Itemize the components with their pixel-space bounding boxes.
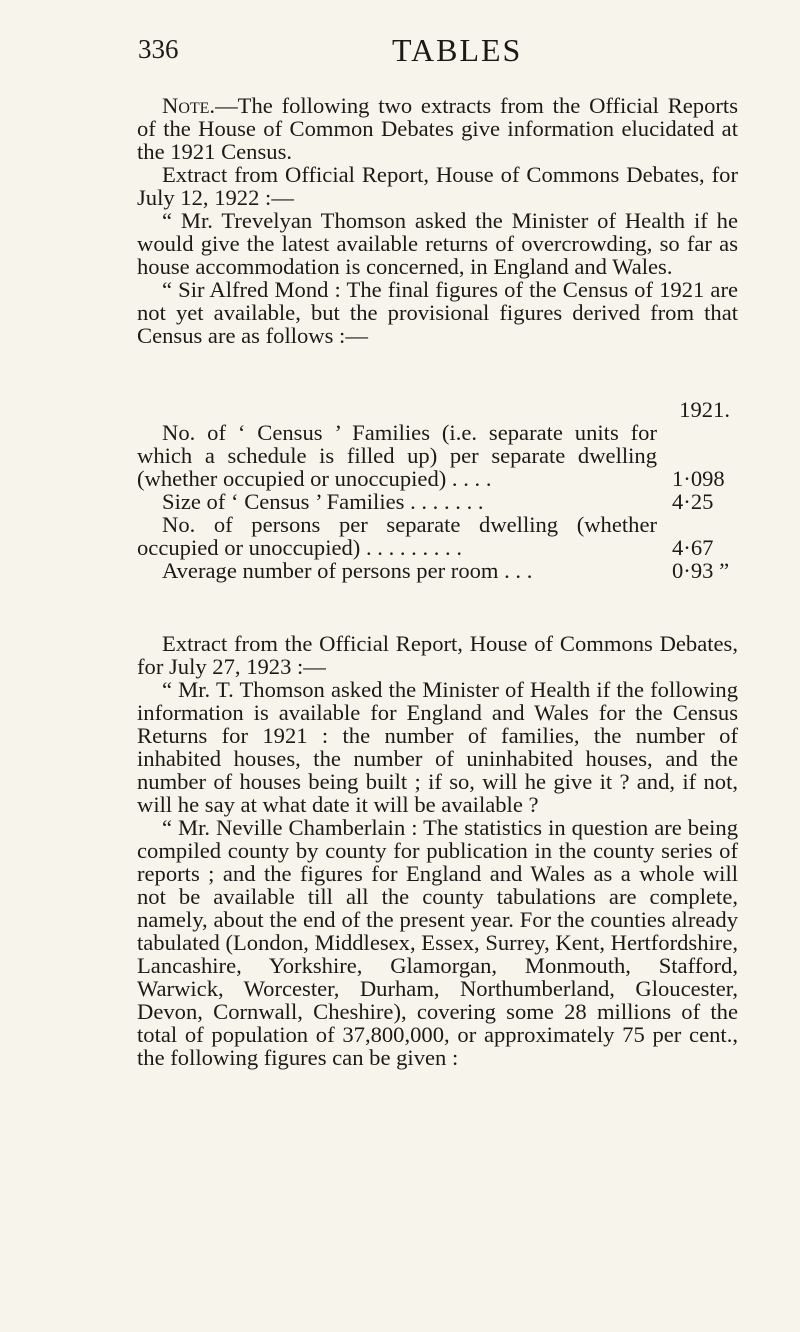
intro-section	[137, 94, 738, 347]
row-value: 4·25	[672, 489, 714, 514]
answer2-paragraph: “ Mr. Neville Chamberlain : The statistics in question are being compiled county by county for publication in the county series of reports ; and the figures for England and Wales as a whole will not be available till all the county tabulations are complete, namely, about the end of the present year. For the counties already tabulated (London, Middlesex, Essex, Surrey, Kent, Hertfordshire, Lancashire, Yorkshire, Glamorgan, Monmouth, Stafford, Warwick, Worcester, Durham, Northumberland, Gloucester, Devon, Cornwall, Cheshire), covering some 28 millions of the total of population of 37,800,000, or approximately 75 per cent., the following figures can be given :	[137, 815, 738, 1070]
row-label: Average number of persons per room . . .	[162, 558, 533, 583]
question1-paragraph: “ Mr. Trevelyan Thomson asked the Minister of Health if he would give the latest available returns of overcrowding, so far as house accommodation is concerned, in England and Wales.	[137, 208, 738, 279]
note-text: —The following two extracts from the Official Reports of the House of Common Debates give information elucidated at the 1921 Census.	[137, 93, 738, 164]
page-number: 336	[138, 34, 179, 64]
row-label: No. of persons per separate dwelling (whether occupied or unoccupied) . . . . . . . . .	[137, 512, 657, 560]
table-row	[137, 490, 738, 513]
year-header: 1921.	[679, 397, 730, 422]
page-header	[138, 34, 658, 74]
row-value: 0·93 ”	[672, 558, 730, 583]
running-title: TABLES	[392, 32, 523, 68]
table-row	[137, 421, 738, 490]
note-paragraph	[137, 94, 738, 163]
row-value: 4·67	[672, 535, 714, 560]
row-value: 1·098	[672, 466, 725, 491]
row-label: Size of ‘ Census ’ Families . . . . . . .	[162, 489, 484, 514]
question2-paragraph: “ Mr. T. Thomson asked the Minister of Health if the following information is available for England and Wales for the Census Returns for 1921 : the number of families, the number of inhabited houses, the number of uninhabited houses, and the number of houses being built ; if so, will he give it ? and, if not, will he say at what date it will be available ?	[137, 677, 738, 817]
extract2-heading: Extract from the Official Report, House of Commons Debates, for July 27, 1923 :—	[137, 631, 738, 679]
extract1-heading: Extract from Official Report, House of Commons Debates, for July 12, 1922 :—	[137, 162, 738, 210]
note-label: Note.	[162, 93, 216, 118]
table-row	[137, 559, 738, 582]
answer1-paragraph: “ Sir Alfred Mond : The final figures of the Census of 1921 are not yet available, but the provisional figures derived from that Census are as follows :—	[137, 277, 738, 348]
second-extract-section	[137, 632, 738, 1069]
table-row	[137, 513, 738, 559]
row-label: No. of ‘ Census ’ Families (i.e. separate units for which a schedule is filled up) per separate dwelling (whether occupied or unoccupied) . . . .	[137, 420, 657, 491]
census-table	[137, 398, 738, 582]
